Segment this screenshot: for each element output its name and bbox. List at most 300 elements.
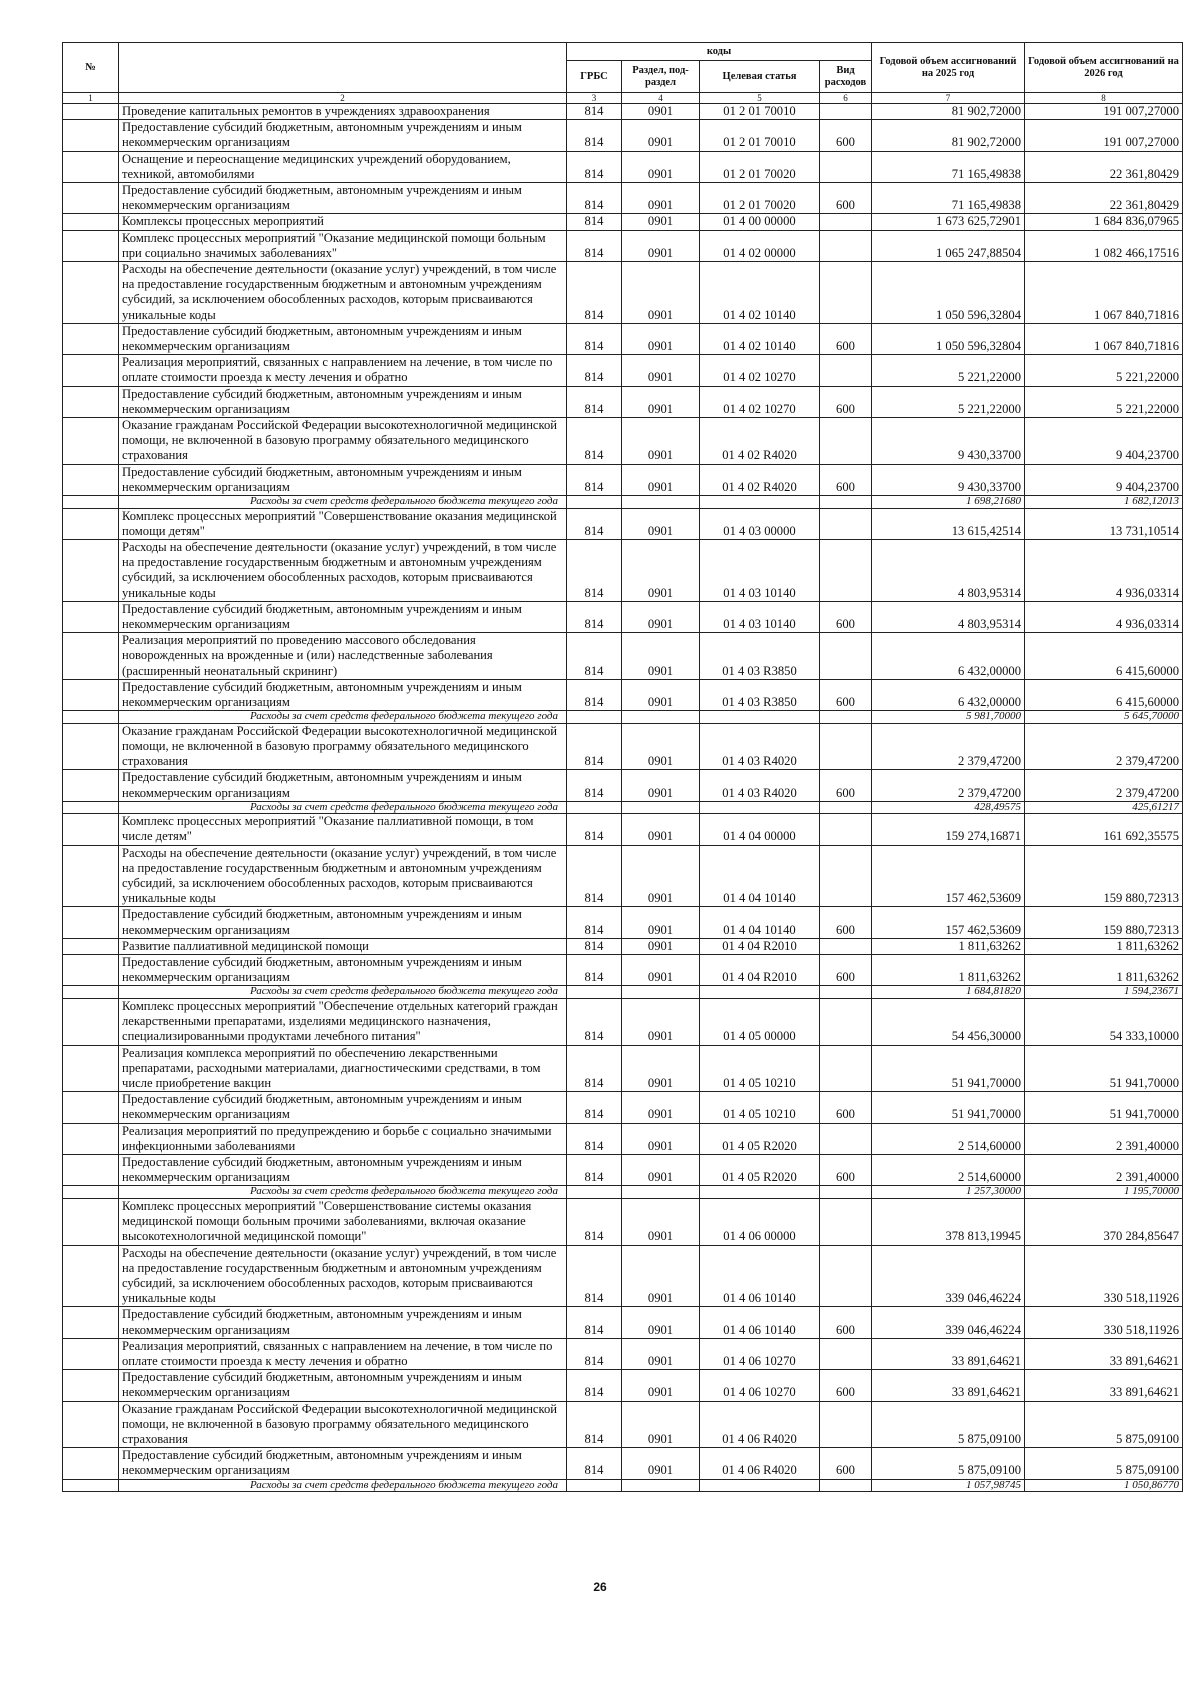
target-article-cell: 01 4 06 00000 <box>700 1198 820 1245</box>
grbs-cell: 814 <box>567 464 622 495</box>
target-article-cell: 01 4 03 10140 <box>700 539 820 601</box>
volume-2026-cell: 2 391,40000 <box>1025 1123 1183 1154</box>
expense-type-cell <box>820 214 872 230</box>
row-number-cell <box>63 1307 119 1338</box>
section-cell: 0901 <box>622 508 700 539</box>
header-volume-2026: Годовой объем ассигнований на 2026 год <box>1025 43 1183 93</box>
table-row <box>63 323 1183 354</box>
description-cell: Расходы на обеспечение деятельности (оказание услуг) учреждений, в том числе на предоставление государственным бюджетным и автономным учреждениям субсидий, за исключением обособленных расходов, которым присваиваются уникальные коды <box>119 262 567 324</box>
description-cell: Предоставление субсидий бюджетным, автономным учреждениям и иным некоммерческим организациям <box>119 601 567 632</box>
target-article-cell: 01 2 01 70020 <box>700 183 820 214</box>
table-row <box>63 1245 1183 1307</box>
section-cell: 0901 <box>622 120 700 151</box>
target-article-cell: 01 2 01 70010 <box>700 104 820 120</box>
section-cell: 0901 <box>622 845 700 907</box>
row-number-cell <box>63 386 119 417</box>
grbs-cell: 814 <box>567 418 622 465</box>
row-number-cell <box>63 496 119 509</box>
header-target-article: Целевая статья <box>700 61 820 93</box>
description-cell: Предоставление субсидий бюджетным, автономным учреждениям и иным некоммерческим организациям <box>119 1448 567 1479</box>
volume-2026-cell: 1 811,63262 <box>1025 955 1183 986</box>
grbs-cell: 814 <box>567 907 622 938</box>
table-row <box>63 1448 1183 1479</box>
federal-budget-row <box>63 711 1183 724</box>
grbs-cell: 814 <box>567 262 622 324</box>
volume-2025-cell: 51 941,70000 <box>872 1045 1025 1092</box>
description-cell: Оказание гражданам Российской Федерации высокотехнологичной медицинской помощи, не включенной в базовую программу обязательного медицинского страхования <box>119 723 567 770</box>
volume-2025-cell: 157 462,53609 <box>872 845 1025 907</box>
row-number-cell <box>63 986 119 999</box>
row-number-cell <box>63 845 119 907</box>
header-no: № <box>63 43 119 93</box>
section-cell: 0901 <box>622 1307 700 1338</box>
expense-type-cell: 600 <box>820 770 872 801</box>
section-cell: 0901 <box>622 418 700 465</box>
volume-2026-cell: 54 333,10000 <box>1025 998 1183 1045</box>
expense-type-cell <box>820 230 872 261</box>
volume-2025-cell: 13 615,42514 <box>872 508 1025 539</box>
description-cell: Предоставление субсидий бюджетным, автономным учреждениям и иным некоммерческим организациям <box>119 1155 567 1186</box>
volume-2026-cell: 4 936,03314 <box>1025 601 1183 632</box>
table-row <box>63 601 1183 632</box>
expense-type-cell <box>820 1123 872 1154</box>
section-cell: 0901 <box>622 1448 700 1479</box>
column-number: 1 <box>63 93 119 104</box>
row-number-cell <box>63 151 119 182</box>
volume-2026-cell: 6 415,60000 <box>1025 633 1183 680</box>
table-row <box>63 814 1183 845</box>
volume-2025-cell: 378 813,19945 <box>872 1198 1025 1245</box>
section-cell: 0901 <box>622 323 700 354</box>
volume-2026-cell: 425,61217 <box>1025 801 1183 814</box>
column-number: 8 <box>1025 93 1183 104</box>
volume-2025-cell: 6 432,00000 <box>872 679 1025 710</box>
grbs-cell <box>567 986 622 999</box>
volume-2025-cell: 339 046,46224 <box>872 1307 1025 1338</box>
grbs-cell: 814 <box>567 214 622 230</box>
expense-type-cell <box>820 814 872 845</box>
grbs-cell: 814 <box>567 938 622 954</box>
column-number: 5 <box>700 93 820 104</box>
table-row <box>63 633 1183 680</box>
description-cell: Комплекс процессных мероприятий "Совершенствование оказания медицинской помощи детям" <box>119 508 567 539</box>
table-row <box>63 508 1183 539</box>
volume-2026-cell: 6 415,60000 <box>1025 679 1183 710</box>
expense-type-cell <box>820 1479 872 1492</box>
table-row <box>63 938 1183 954</box>
target-article-cell: 01 4 03 R4020 <box>700 770 820 801</box>
description-cell: Предоставление субсидий бюджетным, автономным учреждениям и иным некоммерческим организациям <box>119 183 567 214</box>
table-row <box>63 539 1183 601</box>
grbs-cell: 814 <box>567 508 622 539</box>
row-number-cell <box>63 938 119 954</box>
expense-type-cell: 600 <box>820 386 872 417</box>
expense-type-cell <box>820 508 872 539</box>
row-number-cell <box>63 355 119 386</box>
grbs-cell <box>567 801 622 814</box>
expense-type-cell <box>820 104 872 120</box>
row-number-cell <box>63 1245 119 1307</box>
expense-type-cell: 600 <box>820 1370 872 1401</box>
volume-2026-cell: 159 880,72313 <box>1025 845 1183 907</box>
table-row <box>63 1198 1183 1245</box>
volume-2026-cell: 1 067 840,71816 <box>1025 323 1183 354</box>
grbs-cell: 814 <box>567 323 622 354</box>
volume-2025-cell: 1 065 247,88504 <box>872 230 1025 261</box>
section-cell: 0901 <box>622 814 700 845</box>
section-cell: 0901 <box>622 355 700 386</box>
table-row <box>63 1045 1183 1092</box>
federal-budget-row <box>63 1479 1183 1492</box>
header-grbs: ГРБС <box>567 61 622 93</box>
table-row <box>63 1370 1183 1401</box>
volume-2025-cell: 5 875,09100 <box>872 1401 1025 1448</box>
row-number-cell <box>63 104 119 120</box>
volume-2025-cell: 1 811,63262 <box>872 955 1025 986</box>
row-number-cell <box>63 539 119 601</box>
volume-2025-cell: 428,49575 <box>872 801 1025 814</box>
table-row <box>63 214 1183 230</box>
expense-type-cell <box>820 986 872 999</box>
volume-2026-cell: 159 880,72313 <box>1025 907 1183 938</box>
expense-type-cell <box>820 355 872 386</box>
volume-2025-cell: 1 673 625,72901 <box>872 214 1025 230</box>
volume-2026-cell: 191 007,27000 <box>1025 104 1183 120</box>
row-number-cell <box>63 1370 119 1401</box>
section-cell <box>622 801 700 814</box>
expense-type-cell <box>820 1045 872 1092</box>
section-cell: 0901 <box>622 1198 700 1245</box>
grbs-cell: 814 <box>567 814 622 845</box>
volume-2026-cell: 2 379,47200 <box>1025 723 1183 770</box>
volume-2025-cell: 5 981,70000 <box>872 711 1025 724</box>
federal-budget-row <box>63 986 1183 999</box>
expense-type-cell <box>820 711 872 724</box>
grbs-cell: 814 <box>567 1448 622 1479</box>
target-article-cell: 01 4 02 00000 <box>700 230 820 261</box>
section-cell: 0901 <box>622 539 700 601</box>
volume-2026-cell: 1 811,63262 <box>1025 938 1183 954</box>
target-article-cell: 01 4 05 10210 <box>700 1045 820 1092</box>
expense-type-cell <box>820 151 872 182</box>
header-volume-2025: Годовой объем ассигнований на 2025 год <box>872 43 1025 93</box>
target-article-cell: 01 4 03 R3850 <box>700 679 820 710</box>
expense-type-cell <box>820 801 872 814</box>
section-cell: 0901 <box>622 1092 700 1123</box>
volume-2025-cell: 1 811,63262 <box>872 938 1025 954</box>
table-header <box>63 43 1183 104</box>
grbs-cell: 814 <box>567 998 622 1045</box>
row-number-cell <box>63 1155 119 1186</box>
section-cell: 0901 <box>622 183 700 214</box>
section-cell: 0901 <box>622 1338 700 1369</box>
description-cell: Реализация мероприятий по проведению массового обследования новорожденных на врожденные и (или) наследственные заболевания (расширенный неонатальный скрининг) <box>119 633 567 680</box>
row-number-cell <box>63 998 119 1045</box>
grbs-cell: 814 <box>567 1401 622 1448</box>
section-cell: 0901 <box>622 230 700 261</box>
grbs-cell: 814 <box>567 1092 622 1123</box>
grbs-cell: 814 <box>567 104 622 120</box>
table-row <box>63 1092 1183 1123</box>
row-number-cell <box>63 814 119 845</box>
expense-type-cell: 600 <box>820 601 872 632</box>
volume-2025-cell: 1 257,30000 <box>872 1186 1025 1199</box>
grbs-cell <box>567 711 622 724</box>
volume-2025-cell: 159 274,16871 <box>872 814 1025 845</box>
volume-2025-cell: 81 902,72000 <box>872 104 1025 120</box>
description-cell: Предоставление субсидий бюджетным, автономным учреждениям и иным некоммерческим организациям <box>119 1307 567 1338</box>
grbs-cell <box>567 496 622 509</box>
row-number-cell <box>63 1448 119 1479</box>
expense-type-cell <box>820 1401 872 1448</box>
table-row <box>63 770 1183 801</box>
volume-2025-cell: 1 684,81820 <box>872 986 1025 999</box>
description-cell: Предоставление субсидий бюджетным, автономным учреждениям и иным некоммерческим организациям <box>119 907 567 938</box>
header-description <box>119 43 567 93</box>
federal-budget-row <box>63 801 1183 814</box>
column-number-row <box>63 93 1183 104</box>
row-number-cell <box>63 418 119 465</box>
section-cell: 0901 <box>622 998 700 1045</box>
grbs-cell: 814 <box>567 955 622 986</box>
page-number: 26 <box>593 1580 607 1594</box>
target-article-cell: 01 2 01 70020 <box>700 151 820 182</box>
grbs-cell: 814 <box>567 723 622 770</box>
table-row <box>63 355 1183 386</box>
description-cell: Предоставление субсидий бюджетным, автономным учреждениям и иным некоммерческим организациям <box>119 1370 567 1401</box>
row-number-cell <box>63 723 119 770</box>
target-article-cell: 01 4 06 10270 <box>700 1370 820 1401</box>
description-cell: Реализация мероприятий, связанных с направлением на лечение, в том числе по оплате стоимости проезда к месту лечения и обратно <box>119 1338 567 1369</box>
table-row <box>63 955 1183 986</box>
description-cell: Реализация комплекса мероприятий по обеспечению лекарственными препаратами, расходными материалами, диагностическими средствами, в том числе приобретение вакцин <box>119 1045 567 1092</box>
volume-2025-cell: 1 057,98745 <box>872 1479 1025 1492</box>
row-number-cell <box>63 1479 119 1492</box>
grbs-cell: 814 <box>567 539 622 601</box>
expense-type-cell <box>820 938 872 954</box>
expense-type-cell <box>820 633 872 680</box>
federal-budget-label: Расходы за счет средств федерального бюджета текущего года <box>119 986 567 999</box>
section-cell: 0901 <box>622 386 700 417</box>
table-row <box>63 386 1183 417</box>
grbs-cell: 814 <box>567 845 622 907</box>
volume-2026-cell: 13 731,10514 <box>1025 508 1183 539</box>
description-cell: Реализация мероприятий по предупреждению и борьбе с социально значимыми инфекционными заболеваниями <box>119 1123 567 1154</box>
volume-2026-cell: 51 941,70000 <box>1025 1092 1183 1123</box>
target-article-cell: 01 4 02 R4020 <box>700 464 820 495</box>
description-cell: Предоставление субсидий бюджетным, автономным учреждениям и иным некоммерческим организациям <box>119 1092 567 1123</box>
table-row <box>63 151 1183 182</box>
target-article-cell: 01 4 02 10140 <box>700 323 820 354</box>
row-number-cell <box>63 711 119 724</box>
target-article-cell: 01 4 04 R2010 <box>700 955 820 986</box>
target-article-cell: 01 4 05 R2020 <box>700 1155 820 1186</box>
row-number-cell <box>63 1401 119 1448</box>
grbs-cell: 814 <box>567 1245 622 1307</box>
grbs-cell: 814 <box>567 1045 622 1092</box>
volume-2025-cell: 2 514,60000 <box>872 1123 1025 1154</box>
federal-budget-label: Расходы за счет средств федерального бюджета текущего года <box>119 1479 567 1492</box>
description-cell: Комплекс процессных мероприятий "Оказание медицинской помощи больным при социально значимых заболеваниях" <box>119 230 567 261</box>
description-cell: Комплексы процессных мероприятий <box>119 214 567 230</box>
section-cell: 0901 <box>622 1123 700 1154</box>
volume-2026-cell: 161 692,35575 <box>1025 814 1183 845</box>
description-cell: Расходы на обеспечение деятельности (оказание услуг) учреждений, в том числе на предоставление государственным бюджетным и автономным учреждениям субсидий, за исключением обособленных расходов, которым присваиваются уникальные коды <box>119 539 567 601</box>
table-row <box>63 998 1183 1045</box>
target-article-cell: 01 4 02 R4020 <box>700 418 820 465</box>
row-number-cell <box>63 679 119 710</box>
column-number: 7 <box>872 93 1025 104</box>
expense-type-cell <box>820 1338 872 1369</box>
description-cell: Предоставление субсидий бюджетным, автономным учреждениям и иным некоммерческим организациям <box>119 386 567 417</box>
grbs-cell: 814 <box>567 1370 622 1401</box>
volume-2025-cell: 71 165,49838 <box>872 151 1025 182</box>
volume-2026-cell: 5 221,22000 <box>1025 386 1183 417</box>
grbs-cell: 814 <box>567 1123 622 1154</box>
volume-2025-cell: 54 456,30000 <box>872 998 1025 1045</box>
volume-2025-cell: 33 891,64621 <box>872 1370 1025 1401</box>
expense-type-cell: 600 <box>820 1307 872 1338</box>
target-article-cell: 01 4 06 10140 <box>700 1307 820 1338</box>
grbs-cell: 814 <box>567 1155 622 1186</box>
table-row <box>63 723 1183 770</box>
table-row <box>63 1123 1183 1154</box>
section-cell <box>622 496 700 509</box>
row-number-cell <box>63 633 119 680</box>
volume-2026-cell: 1 195,70000 <box>1025 1186 1183 1199</box>
section-cell: 0901 <box>622 104 700 120</box>
volume-2025-cell: 5 221,22000 <box>872 386 1025 417</box>
federal-budget-label: Расходы за счет средств федерального бюджета текущего года <box>119 711 567 724</box>
row-number-cell <box>63 1123 119 1154</box>
row-number-cell <box>63 508 119 539</box>
target-article-cell: 01 4 05 10210 <box>700 1092 820 1123</box>
volume-2025-cell: 9 430,33700 <box>872 464 1025 495</box>
volume-2026-cell: 5 221,22000 <box>1025 355 1183 386</box>
description-cell: Предоставление субсидий бюджетным, автономным учреждениям и иным некоммерческим организациям <box>119 120 567 151</box>
volume-2025-cell: 4 803,95314 <box>872 601 1025 632</box>
description-cell: Оказание гражданам Российской Федерации высокотехнологичной медицинской помощи, не включенной в базовую программу обязательного медицинского страхования <box>119 418 567 465</box>
header-section: Раздел, под-раздел <box>622 61 700 93</box>
row-number-cell <box>63 907 119 938</box>
federal-budget-label: Расходы за счет средств федерального бюджета текущего года <box>119 496 567 509</box>
volume-2026-cell: 9 404,23700 <box>1025 418 1183 465</box>
volume-2025-cell: 33 891,64621 <box>872 1338 1025 1369</box>
target-article-cell: 01 2 01 70010 <box>700 120 820 151</box>
row-number-cell <box>63 262 119 324</box>
volume-2026-cell: 370 284,85647 <box>1025 1198 1183 1245</box>
volume-2026-cell: 2 391,40000 <box>1025 1155 1183 1186</box>
row-number-cell <box>63 214 119 230</box>
budget-table <box>62 42 1183 1492</box>
volume-2026-cell: 1 682,12013 <box>1025 496 1183 509</box>
volume-2025-cell: 71 165,49838 <box>872 183 1025 214</box>
expense-type-cell <box>820 845 872 907</box>
row-number-cell <box>63 1186 119 1199</box>
target-article-cell: 01 4 02 10270 <box>700 386 820 417</box>
row-number-cell <box>63 323 119 354</box>
volume-2025-cell: 51 941,70000 <box>872 1092 1025 1123</box>
target-article-cell: 01 4 03 00000 <box>700 508 820 539</box>
table-row <box>63 418 1183 465</box>
volume-2025-cell: 339 046,46224 <box>872 1245 1025 1307</box>
section-cell: 0901 <box>622 151 700 182</box>
volume-2025-cell: 2 514,60000 <box>872 1155 1025 1186</box>
row-number-cell <box>63 230 119 261</box>
federal-budget-row <box>63 496 1183 509</box>
target-article-cell: 01 4 06 10140 <box>700 1245 820 1307</box>
volume-2026-cell: 330 518,11926 <box>1025 1245 1183 1307</box>
row-number-cell <box>63 1045 119 1092</box>
table-row <box>63 1155 1183 1186</box>
row-number-cell <box>63 770 119 801</box>
volume-2025-cell: 6 432,00000 <box>872 633 1025 680</box>
target-article-cell: 01 4 06 10270 <box>700 1338 820 1369</box>
table-row <box>63 1401 1183 1448</box>
expense-type-cell: 600 <box>820 1448 872 1479</box>
volume-2026-cell: 5 875,09100 <box>1025 1448 1183 1479</box>
volume-2026-cell: 5 645,70000 <box>1025 711 1183 724</box>
volume-2025-cell: 1 050 596,32804 <box>872 262 1025 324</box>
volume-2026-cell: 1 067 840,71816 <box>1025 262 1183 324</box>
expense-type-cell: 600 <box>820 907 872 938</box>
section-cell: 0901 <box>622 1370 700 1401</box>
table-row <box>63 104 1183 120</box>
description-cell: Комплекс процессных мероприятий "Оказание паллиативной помощи, в том числе детям" <box>119 814 567 845</box>
expense-type-cell <box>820 1186 872 1199</box>
section-cell: 0901 <box>622 907 700 938</box>
grbs-cell: 814 <box>567 1338 622 1369</box>
description-cell: Оснащение и переоснащение медицинских учреждений оборудованием, техникой, автомобилями <box>119 151 567 182</box>
target-article-cell: 01 4 04 10140 <box>700 907 820 938</box>
table-row <box>63 183 1183 214</box>
volume-2026-cell: 22 361,80429 <box>1025 183 1183 214</box>
target-article-cell: 01 4 04 10140 <box>700 845 820 907</box>
section-cell <box>622 711 700 724</box>
target-article-cell: 01 4 03 R4020 <box>700 723 820 770</box>
row-number-cell <box>63 1198 119 1245</box>
table-row <box>63 464 1183 495</box>
section-cell <box>622 1186 700 1199</box>
volume-2025-cell: 1 050 596,32804 <box>872 323 1025 354</box>
description-cell: Предоставление субсидий бюджетным, автономным учреждениям и иным некоммерческим организациям <box>119 464 567 495</box>
federal-budget-label: Расходы за счет средств федерального бюджета текущего года <box>119 1186 567 1199</box>
volume-2025-cell: 157 462,53609 <box>872 907 1025 938</box>
volume-2026-cell: 1 594,23671 <box>1025 986 1183 999</box>
volume-2025-cell: 5 221,22000 <box>872 355 1025 386</box>
volume-2026-cell: 330 518,11926 <box>1025 1307 1183 1338</box>
row-number-cell <box>63 801 119 814</box>
volume-2025-cell: 81 902,72000 <box>872 120 1025 151</box>
volume-2025-cell: 1 698,21680 <box>872 496 1025 509</box>
volume-2026-cell: 9 404,23700 <box>1025 464 1183 495</box>
section-cell: 0901 <box>622 938 700 954</box>
volume-2026-cell: 51 941,70000 <box>1025 1045 1183 1092</box>
target-article-cell: 01 4 06 R4020 <box>700 1401 820 1448</box>
grbs-cell: 814 <box>567 1307 622 1338</box>
description-cell: Оказание гражданам Российской Федерации высокотехнологичной медицинской помощи, не включенной в базовую программу обязательного медицинского страхования <box>119 1401 567 1448</box>
expense-type-cell <box>820 262 872 324</box>
budget-sheet <box>62 42 1182 1492</box>
volume-2026-cell: 33 891,64621 <box>1025 1370 1183 1401</box>
grbs-cell: 814 <box>567 633 622 680</box>
section-cell: 0901 <box>622 262 700 324</box>
volume-2026-cell: 33 891,64621 <box>1025 1338 1183 1369</box>
expense-type-cell: 600 <box>820 955 872 986</box>
volume-2025-cell: 9 430,33700 <box>872 418 1025 465</box>
volume-2025-cell: 5 875,09100 <box>872 1448 1025 1479</box>
column-number: 4 <box>622 93 700 104</box>
